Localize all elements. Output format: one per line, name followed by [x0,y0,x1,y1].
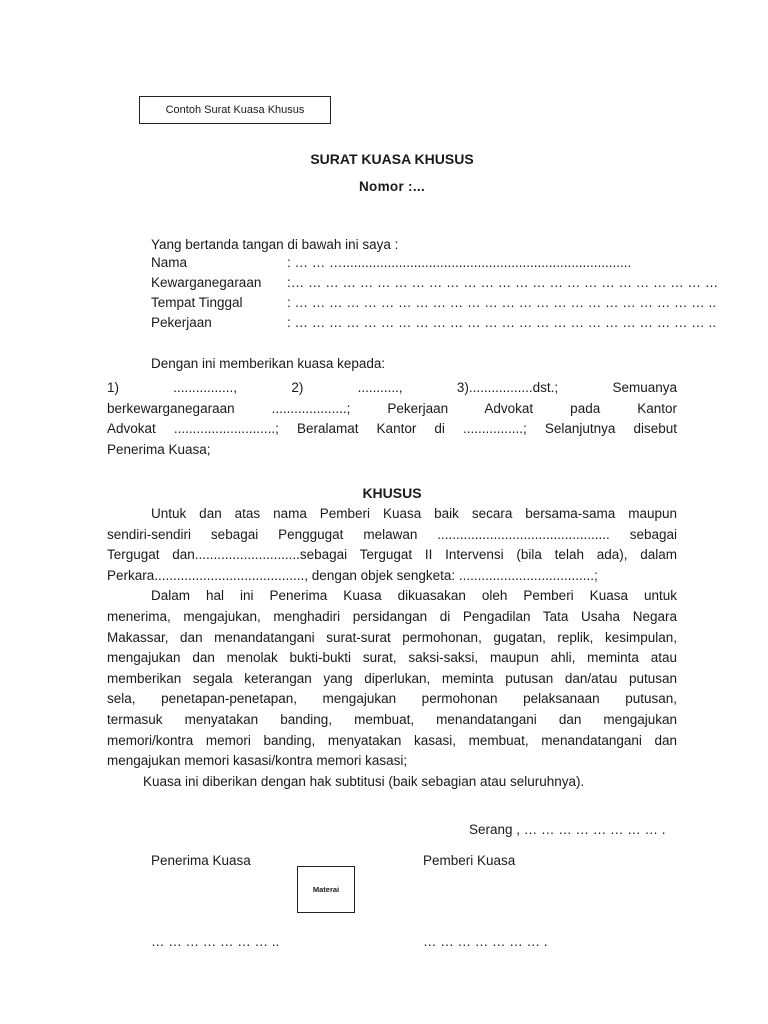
body-line: termasuk menyatakan banding, membuat, menandatangani dan mengajukan [107,711,677,727]
document-label-box [139,96,331,124]
giver-label: Pemberi Kuasa [423,853,516,868]
identity-value: : … … …............................................................................. [287,255,632,270]
document-number: Nomor :... [359,179,425,194]
body-line: Makassar, dan menandatangani surat-surat permohonan, gugatan, replik, kesimpulan, [107,629,677,645]
stamp-duty-box [297,866,355,913]
receiver-signature-line: … … … … … … … .. [151,934,280,949]
grant-line: 1) ................, 2) ..........., 3).................dst.; Semuanya [107,380,677,395]
grant-paragraph [107,378,677,460]
identity-row-address [151,295,717,315]
body-line: sela, penetapan-penetapan, mengajukan permohonan pelaksanaan putusan, [107,691,677,707]
identity-key: Nama [151,255,188,270]
identity-value: : … … … … … … … … … … … … … … … … … … … … … … … … .. [287,295,717,310]
identity-key: Tempat Tinggal [151,295,243,310]
grant-line: Advokat ...........................; Beralamat Kantor di ................; Selanjutnya disebut [107,421,677,437]
document-label: Contoh Surat Kuasa Khusus [165,104,305,116]
intro-text: Yang bertanda tangan di bawah ini saya : [151,237,399,252]
giver-signature-line: … … … … … … … . [423,934,548,949]
stamp-duty-label: Materai [312,885,340,894]
body-line: Tergugat dan............................sebagai Tergugat II Intervensi (bila telah ada), dalam [107,547,677,563]
identity-value: : … … … … … … … … … … … … … … … … … … … … … … … … .. [287,315,717,330]
body-line: memori/kontra memori banding, menyatakan kasasi, membuat, menandatangani dan [107,732,677,748]
section-heading-khusus: KHUSUS [362,485,422,501]
receiver-label: Penerima Kuasa [151,853,251,868]
body-line: menerima, mengajukan, menghadiri persidangan di Pengadilan Tata Usaha Negara [107,608,677,624]
grant-line: berkewarganegaraan ....................; Pekerjaan Advokat pada Kantor [107,400,677,416]
grant-intro: Dengan ini memberikan kuasa kepada: [151,356,386,371]
identity-key: Kewarganegaraan [151,275,262,290]
body-line: Perkara........................................, dengan objek sengketa: ....................................; [107,567,598,583]
body-line: Untuk dan atas nama Pemberi Kuasa baik secara bersama-sama maupun [151,506,677,521]
identity-row-name [151,255,671,275]
body-line: Dalam hal ini Penerima Kuasa dikuasakan oleh Pemberi Kuasa untuk [151,588,677,604]
body-line: mengajukan dan menolak bukti-bukti surat, saksi-saksi, maupun ahli, meminta atau [107,650,677,666]
place-date: Serang , … … … … … … … … . [469,822,666,837]
document-title: SURAT KUASA KHUSUS [310,151,474,167]
body-line: Kuasa ini diberikan dengan hak subtitusi (baik sebagian atau seluruhnya). [143,773,585,789]
body-line: mengajukan memori kasasi/kontra memori kasasi; [107,753,408,769]
identity-key: Pekerjaan [151,315,212,330]
grant-line: Penerima Kuasa; [107,441,211,457]
body-paragraph [107,504,677,792]
identity-row-nationality [151,275,719,295]
identity-value: :… … … … … … … … … … … … … … … … … … … … … … … … … [287,275,719,290]
body-line: sendiri-sendiri sebagai Penggugat melawan .............................................. sebagai [107,526,677,542]
body-line: memberikan segala keterangan yang diperlukan, meminta putusan dan/atau putusan [107,670,677,686]
identity-row-occupation [151,315,717,335]
